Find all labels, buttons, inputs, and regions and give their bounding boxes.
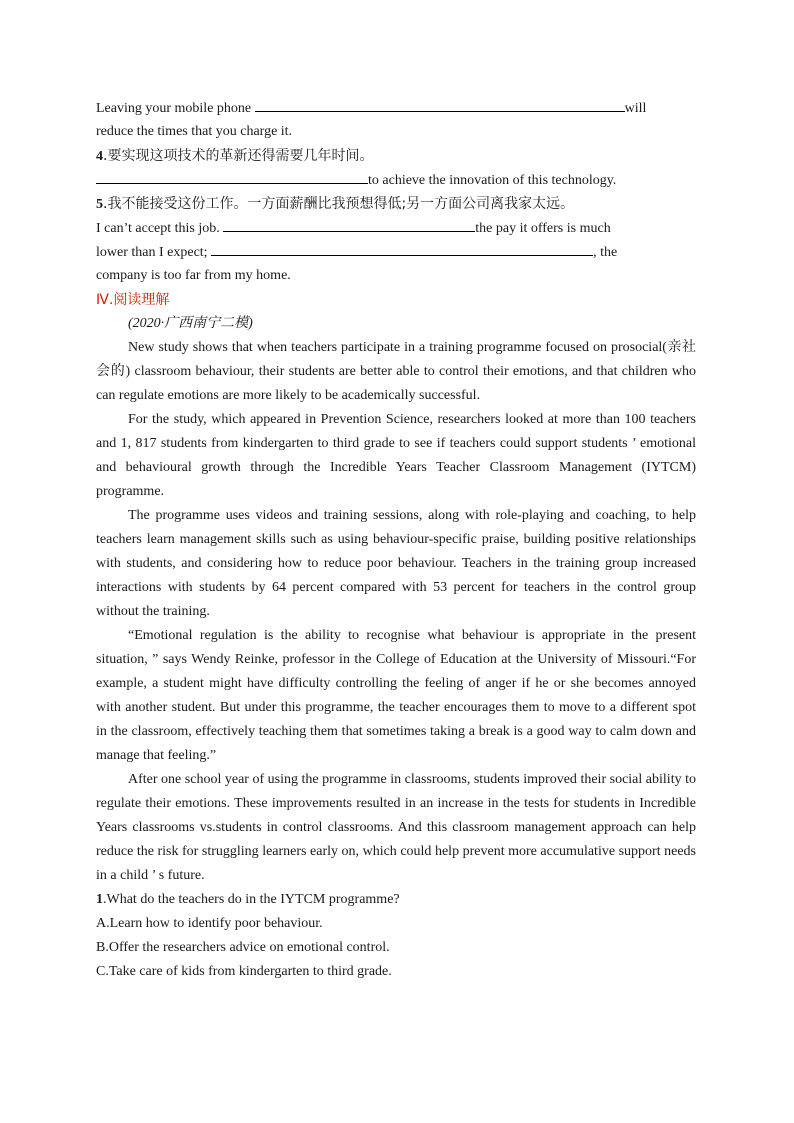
- q5-number: 5: [96, 197, 103, 212]
- source-label: (2020·广西南宁二模): [128, 316, 253, 331]
- question1-option-c[interactable]: C.Take care of kids from kindergarten to third grade.: [96, 964, 392, 979]
- passage-paragraph-2: For the study, which appeared in Prevention Science, researchers looked at more than 100 teachers and 1, 817 students from kindergarten to third grade to see if teachers could support students ’ emotional and behavioural growth through the Incredible Years Teacher Classroom Management (IYTCM) programme.: [96, 412, 696, 499]
- q5-text-the: , the: [593, 245, 618, 260]
- q4-answer-blank[interactable]: [96, 168, 368, 184]
- question1-number: 1: [96, 892, 103, 907]
- passage-paragraph-4: “Emotional regulation is the ability to recognise what behaviour is appropriate in the present situation, ” says Wendy Reinke, professor in the College of Education at the University of Missouri.“For example, a student might have difficulty controlling the feeling of anger if he or she becomes annoyed with another student. But under this programme, the teacher encourages them to move to a different spot in the classroom, effectively teaching them that sometimes taking a break is a good way to calm down and manage that feeling.”: [96, 628, 696, 763]
- q5-prompt: [96, 192, 696, 216]
- q4-answer-line: [96, 168, 696, 192]
- q3-answer-blank[interactable]: [255, 96, 625, 112]
- q5-line1: [96, 216, 696, 240]
- q3-line1: [96, 96, 696, 120]
- question1-text: .What do the teachers do in the IYTCM programme?: [103, 892, 400, 907]
- q4-number: 4: [96, 149, 103, 164]
- section-title: Ⅳ.阅读理解: [96, 292, 170, 308]
- passage-paragraph-3: The programme uses videos and training sessions, along with role-playing and coaching, to help teachers learn management skills such as using behaviour-specific praise, building positive relationships with students, and considering how to reduce poor behaviour. Teachers in the training group increased interactions with students by 64 percent compared with 53 percent for teachers in the control group without the training.: [96, 508, 696, 619]
- q5-line2: [96, 240, 696, 264]
- q4-prompt: [96, 144, 696, 168]
- question1-option-b[interactable]: B.Offer the researchers advice on emotional control.: [96, 940, 390, 955]
- q4-prompt-text: .要实现这项技术的革新还得需要几年时间。: [103, 148, 374, 164]
- q4-text-end: to achieve the innovation of this technology.: [368, 173, 617, 188]
- q5-prompt-text: .我不能接受这份工作。一方面薪酬比我预想得低;另一方面公司离我家太远。: [103, 196, 575, 212]
- passage-paragraph-5: After one school year of using the programme in classrooms, students improved their social ability to regulate their emotions. These improvements resulted in an increase in the tests for students in Incredible Years classrooms vs.students in control classrooms. And this classroom management approach can help reduce the risk for struggling learners early on, which could help prevent more accumulative support needs in a child ’ s future.: [96, 772, 696, 883]
- passage-source: [96, 312, 696, 336]
- q5-line3: company is too far from my home.: [96, 268, 291, 283]
- q3-line2: reduce the times that you charge it.: [96, 124, 293, 139]
- question1-stem: [96, 888, 696, 912]
- q3-text-start: Leaving your mobile phone: [96, 101, 252, 116]
- q5-answer-blank-1[interactable]: [223, 216, 475, 232]
- q3-text-end: will: [624, 101, 647, 116]
- passage-paragraph-1: New study shows that when teachers participate in a training programme focused on prosocial(亲社会的) classroom behaviour, their students are better able to control their emotions, and that children who can regulate emotions are more likely to be academically successful.: [96, 340, 696, 403]
- worksheet-page: [96, 96, 696, 984]
- q5-answer-blank-2[interactable]: [211, 240, 593, 256]
- q5-text-lower: lower than I expect;: [96, 245, 208, 260]
- q5-text-mid: the pay it offers is much: [475, 221, 611, 236]
- q5-text-start: I can’t accept this job.: [96, 221, 220, 236]
- question1-option-a[interactable]: A.Learn how to identify poor behaviour.: [96, 916, 323, 931]
